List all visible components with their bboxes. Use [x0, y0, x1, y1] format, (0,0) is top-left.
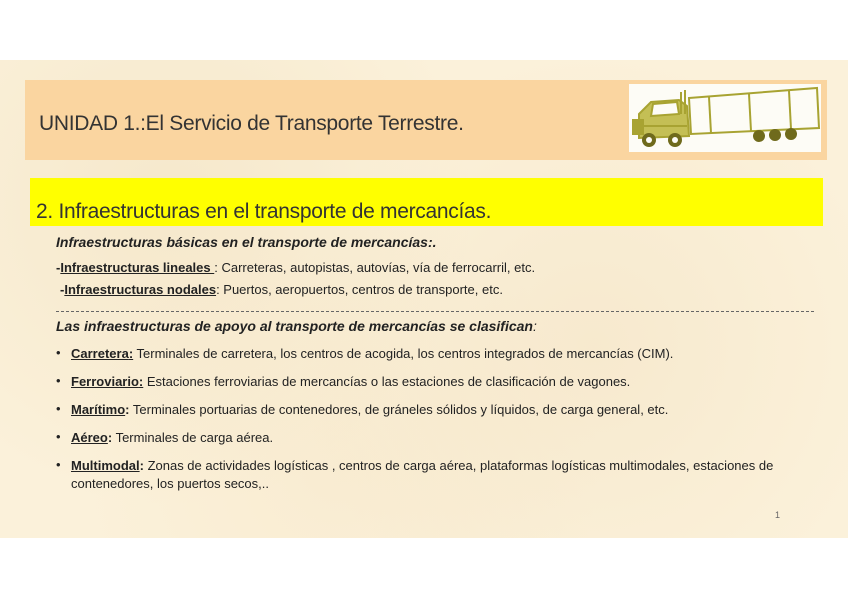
bullet-icon: • [56, 457, 61, 472]
support-infrastructure-heading [56, 318, 537, 334]
bullet-icon: • [56, 429, 61, 444]
support-item-sep: : [128, 346, 134, 361]
support-item-label: Aéreo [71, 430, 108, 445]
basic-item-prefix: - [60, 282, 65, 297]
bullet-icon: • [56, 373, 61, 388]
support-item-sep: : [139, 458, 144, 473]
support-heading-text: Las infraestructuras de apoyo al transporte de mercancías se clasifican [56, 318, 533, 334]
dashed-divider [56, 311, 814, 312]
support-item-carretera [71, 345, 791, 363]
basic-item-text: : Puertos, aeropuertos, centros de transporte, etc. [216, 282, 503, 297]
support-heading-suffix: : [532, 318, 537, 334]
basic-item-linear [56, 260, 535, 275]
page-number: 1 [775, 510, 781, 520]
support-item-label: Ferroviario [71, 374, 139, 389]
support-item-multimodal [71, 457, 791, 493]
support-item-label: Carretera [71, 346, 129, 361]
unit-title: UNIDAD 1.:El Servicio de Transporte Terrestre. [39, 112, 464, 135]
section-title: 2. Infraestructuras en el transporte de mercancías. [36, 200, 492, 223]
basic-item-text: : Carreteras, autopistas, autovías, vía de ferrocarril, etc. [214, 260, 536, 275]
support-item-text: Terminales de carretera, los centros de acogida, los centros integrados de mercancías (CIM). [133, 346, 674, 361]
bullet-icon: • [56, 401, 61, 416]
basic-item-prefix: - [56, 260, 61, 275]
support-item-sep: : [107, 430, 113, 445]
bullet-icon: • [56, 345, 61, 360]
support-item-label: Multimodal [71, 458, 140, 473]
support-item-ferroviario [71, 373, 791, 391]
support-item-text: Estaciones ferroviarias de mercancías o las estaciones de clasificación de vagones. [143, 374, 631, 389]
support-item-aereo [71, 429, 791, 447]
support-item-sep: : [138, 374, 144, 389]
support-item-text: Zonas de actividades logísticas , centros de carga aérea, plataformas logísticas multimodales, estaciones de contenedores, los puertos secos,.. [71, 458, 774, 491]
support-item-text: Terminales de carga aérea. [112, 430, 274, 445]
basic-item-nodal [60, 282, 503, 297]
support-item-label: Marítimo [71, 402, 126, 417]
basic-item-label: Infraestructuras lineales [60, 260, 215, 275]
basic-item-label: Infraestructuras nodales [64, 282, 217, 297]
slide-content [0, 60, 848, 538]
support-item-maritimo [71, 401, 791, 419]
basic-infrastructure-heading: Infraestructuras básicas en el transporte de mercancías:. [56, 234, 437, 250]
slide [0, 60, 848, 538]
support-item-text: Terminales portuarias de contenedores, de gráneles sólidos y líquidos, de carga general, etc. [129, 402, 669, 417]
support-item-sep: : [125, 402, 130, 417]
